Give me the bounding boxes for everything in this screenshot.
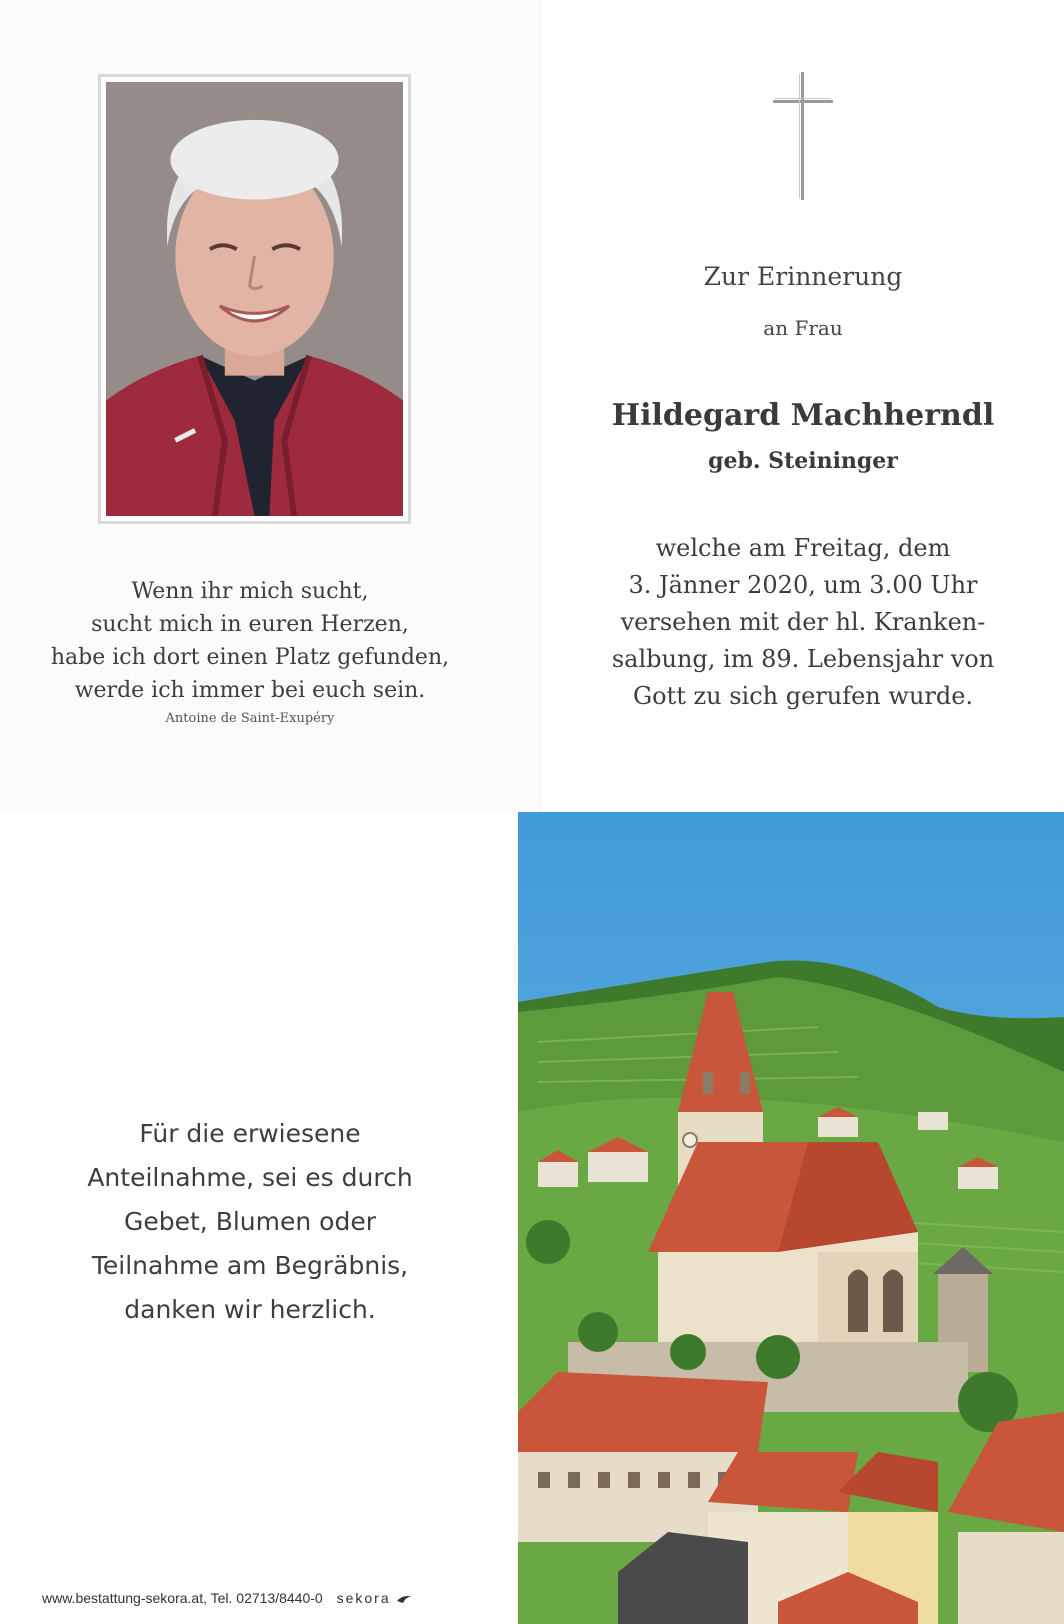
memorial-title: Zur Erinnerung (703, 262, 903, 291)
photo-panel (0, 0, 540, 812)
memorial-panel (540, 0, 1064, 812)
portrait-image (106, 82, 403, 516)
birth-name: geb. Steininger (708, 448, 898, 474)
landscape-photo (518, 812, 1064, 1624)
death-notice-line: salbung, im 89. Lebensjahr von (611, 645, 995, 673)
death-notice-line: Gott zu sich gerufen wurde. (632, 682, 974, 710)
poem-author: Antoine de Saint-Exupéry (165, 711, 335, 726)
poem (20, 575, 480, 726)
thanks-line: Teilnahme am Begräbnis, (91, 1251, 409, 1280)
poem-line: Wenn ihr mich sucht, (131, 579, 369, 604)
thanks-line: Für die erwiesene (139, 1119, 361, 1148)
death-notice-line: 3. Jänner 2020, um 3.00 Uhr (628, 571, 978, 599)
church-landscape-image (518, 812, 1064, 1624)
thanks-line: Anteilnahme, sei es durch (87, 1163, 413, 1192)
poem-line: habe ich dort einen Platz gefunden, (50, 645, 450, 670)
footer (42, 1590, 411, 1606)
thanks-panel (0, 812, 518, 1624)
portrait-photo (98, 74, 411, 524)
thanks-line: danken wir herzlich. (124, 1295, 376, 1324)
thanks-text (0, 1112, 500, 1332)
sekora-logo: sekora (336, 1590, 391, 1606)
cross-icon (773, 72, 833, 200)
bird-icon (397, 1595, 411, 1603)
death-notice-line: versehen mit der hl. Kranken- (620, 608, 986, 636)
salutation: an Frau (763, 316, 843, 340)
deceased-name: Hildegard Machherndl (611, 398, 995, 433)
poem-line: werde ich immer bei euch sein. (74, 678, 426, 703)
footer-contact: www.bestattung-sekora.at, Tel. 02713/8440-0 (42, 1590, 323, 1606)
death-notice-line: welche am Freitag, dem (655, 534, 951, 562)
poem-line: sucht mich in euren Herzen, (91, 612, 409, 637)
death-notice (541, 530, 1064, 715)
thanks-line: Gebet, Blumen oder (124, 1207, 376, 1236)
